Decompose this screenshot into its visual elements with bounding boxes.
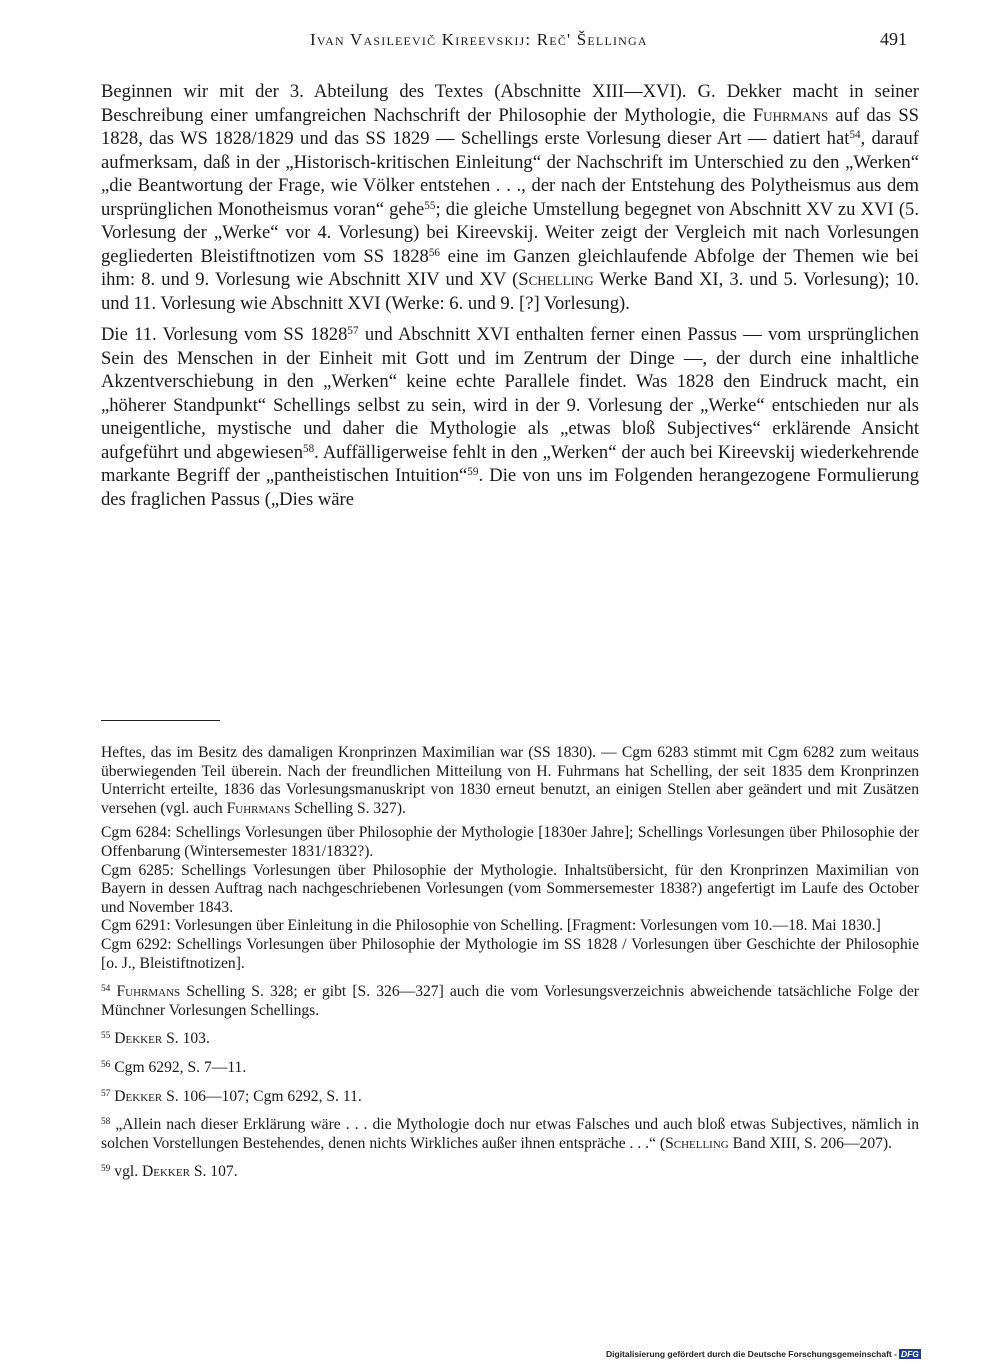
footnote-57 xyxy=(101,1088,919,1107)
footnote-ref-59[interactable]: 59 xyxy=(467,465,479,478)
footnote-number: 57 xyxy=(101,1088,111,1099)
footnotes xyxy=(101,744,919,1182)
footnote-59 xyxy=(101,1163,919,1182)
main-text xyxy=(101,80,919,511)
footnote-ref-58[interactable]: 58 xyxy=(303,442,315,455)
text-run: Heftes, das im Besitz des damaligen Kronprinzen Maximilian war (SS 1830). — Cgm 6283 stimmt mit Cgm 6282 zum weitaus überwiegenden Teil überein. Nach der freundlichen Mitteilung von H. Fuhrmans hat Schelling, der seit 1835 dem Kronprinzen Unterricht erteilte, 1836 das Vorlesungsmanuskript von 1830 erneut benutzt, an einigen Stellen aber geändert und mit Zusätzen versehen (vgl. auch xyxy=(101,744,919,817)
manuscript-entry-cgm-6284: Cgm 6284: Schellings Vorlesungen über Philosophie der Mythologie [1830er Jahre]; Schellings Vorlesungen über Philosophie der Offenbarung (Wintersemester 1831/1832?). xyxy=(101,824,919,860)
footnote-ref-54[interactable]: 54 xyxy=(849,128,861,141)
footnote-number: 56 xyxy=(101,1059,111,1070)
text-run: Werke Band XI, 3. und 5. Vorlesung); 10. und 11. Vorlesung wie Abschnitt XVI (Werke: 6. und 9. [?] Vorlesung). xyxy=(101,269,919,314)
footnote-number: 59 xyxy=(101,1164,111,1175)
text-run: Cgm 6292, S. 7—11. xyxy=(114,1058,247,1076)
digitization-attribution xyxy=(606,1349,921,1359)
footnote-58 xyxy=(101,1116,919,1153)
attribution-text: Digitalisierung gefördert durch die Deutsche Forschungsgemeinschaft - xyxy=(606,1349,897,1359)
text-run: Schelling S. 327). xyxy=(290,799,406,817)
text-run: Die 11. Vorlesung vom SS 1828 xyxy=(101,324,348,345)
text-run: S. 103. xyxy=(162,1030,210,1048)
author-name: Fuhrmans xyxy=(752,104,829,126)
footnote-55 xyxy=(101,1030,919,1049)
footnote-number: 58 xyxy=(101,1116,111,1127)
text-run: eine im Ganzen gleichlaufende Abfolge der Themen wie bei ihm: 8. und 9. Vorlesung wie Abschnitt XIV und XV ( xyxy=(101,245,919,290)
author-name: Fuhrmans xyxy=(116,983,181,1001)
dfg-logo[interactable]: DFG xyxy=(900,1349,919,1359)
footnote-ref-57[interactable]: 57 xyxy=(347,324,359,337)
author-name: Schelling xyxy=(518,269,594,290)
text-run: , darauf aufmerksam, daß in der „Historisch-kritischen Einleitung“ der Nachschrift im Unterschied zu den „Werken“ „die Beantwortung der Frage, wie Völker entstehen . . ., der nach der Entstehung des Polytheismus aus dem ursprünglichen Monotheismus voran“ gehe xyxy=(101,128,919,220)
footnote-56 xyxy=(101,1059,919,1078)
text-run: Schelling S. 328; er gibt [S. 326—327] auch die vom Vorlesungsverzeichnis abweichende tatsächliche Folge der Münchner Vorlesungen Schellings. xyxy=(101,983,919,1019)
footnote-number: 54 xyxy=(101,983,111,994)
manuscript-entry-cgm-6285: Cgm 6285: Schellings Vorlesungen über Philosophie der Mythologie. Inhaltsübersicht, für den Kronprinzen Maximilian von Bayern in dessen Auftrag nach nachgeschriebenen Vorlesungen (vom Sommersemester 1838?) angefertigt im Laufe des October und November 1843. xyxy=(101,861,919,916)
text-run: S. 106—107; Cgm 6292, S. 11. xyxy=(162,1087,362,1105)
footnote-54 xyxy=(101,983,919,1020)
footnote-divider xyxy=(101,720,220,721)
text-run: auf das SS 1828, das WS 1828/1829 und das SS 1829 — Schellings erste Vorlesung dieser Art — datiert hat xyxy=(101,104,920,149)
text-run: und Abschnitt XVI enthalten ferner einen Passus — vom ursprünglichen Sein des Menschen in der Einheit mit Gott und im Zentrum der Dinge —, der durch eine inhaltliche Akzentverschiebung in den „Werken“ keine echte Parallele findet. Was 1828 den Eindruck macht, ein „höherer Standpunkt“ Schellings selbst zu sein, wird in der 9. Vorlesung der „Werke“ entschieden nur als uneigentliche, mystische und daher die Mythologie als „etwas bloß Subjectives“ erklärende Ansicht aufgeführt und abgewiesen xyxy=(101,324,919,463)
footnote-ref-56[interactable]: 56 xyxy=(428,246,440,259)
author-name: Dekker xyxy=(114,1030,163,1048)
author-name: Schelling xyxy=(665,1134,729,1152)
text-run: „Allein nach dieser Erklärung wäre . . . die Mythologie doch nur etwas Falsches und auch bloß etwas Subjectives, nämlich in solchen Vorstellungen Bestehendes, denen nichts Wirkliches außer ihnen entspräche . . .“ ( xyxy=(101,1116,919,1152)
text-run: Beginnen wir mit der 3. Abteilung des Textes (Abschnitte XIII—XVI). G. Dekker macht in seiner Beschreibung einer umfangreichen Nachschrift der Philosophie der Mythologie, die xyxy=(101,81,919,126)
text-run: Band XIII, S. 206—207). xyxy=(728,1134,893,1152)
author-name: Fuhrmans xyxy=(226,799,291,817)
text-run: ; die gleiche Umstellung begegnet von Abschnitt XV zu XVI (5. Vorlesung der „Werke“ vor 4. Vorlesung) bei Kireevskij. Weiter zeigt der Vergleich mit nach Vorlesungen gegliederten Bleistiftnotizen vom SS 1828 xyxy=(101,198,919,267)
text-run: S. 107. xyxy=(189,1163,238,1181)
text-run: vgl. xyxy=(114,1163,142,1181)
footnote-number: 55 xyxy=(101,1031,111,1042)
footnote-continuation xyxy=(101,744,919,818)
author-name: Dekker xyxy=(114,1087,163,1105)
manuscript-entry-cgm-6291: Cgm 6291: Vorlesungen über Einleitung in die Philosophie von Schelling. [Fragment: Vorlesungen vom 10.—18. Mai 1830.] xyxy=(101,917,881,935)
text-run: . Die von uns im Folgenden herangezogene Formulierung des fraglichen Passus („Dies wäre xyxy=(101,465,919,510)
paragraph-1 xyxy=(101,80,919,315)
running-title: Ivan Vasileevič Kireevskij: Reč' Šellinga xyxy=(310,30,648,49)
author-name: Dekker xyxy=(142,1163,190,1181)
manuscript-entry-cgm-6292: Cgm 6292: Schellings Vorlesungen über Philosophie der Mythologie im SS 1828 / Vorlesungen über Geschichte der Philosophie [o. J., Bleistiftnotizen]. xyxy=(101,935,919,972)
page-number: 491 xyxy=(880,29,907,49)
paragraph-2 xyxy=(101,323,919,511)
text-run: . Auffälligerweise fehlt in den „Werken“ der auch bei Kireevskij wiederkehrende markante Begriff der „pantheistischen Intuition“ xyxy=(101,441,920,486)
footnote-ref-55[interactable]: 55 xyxy=(424,199,436,212)
